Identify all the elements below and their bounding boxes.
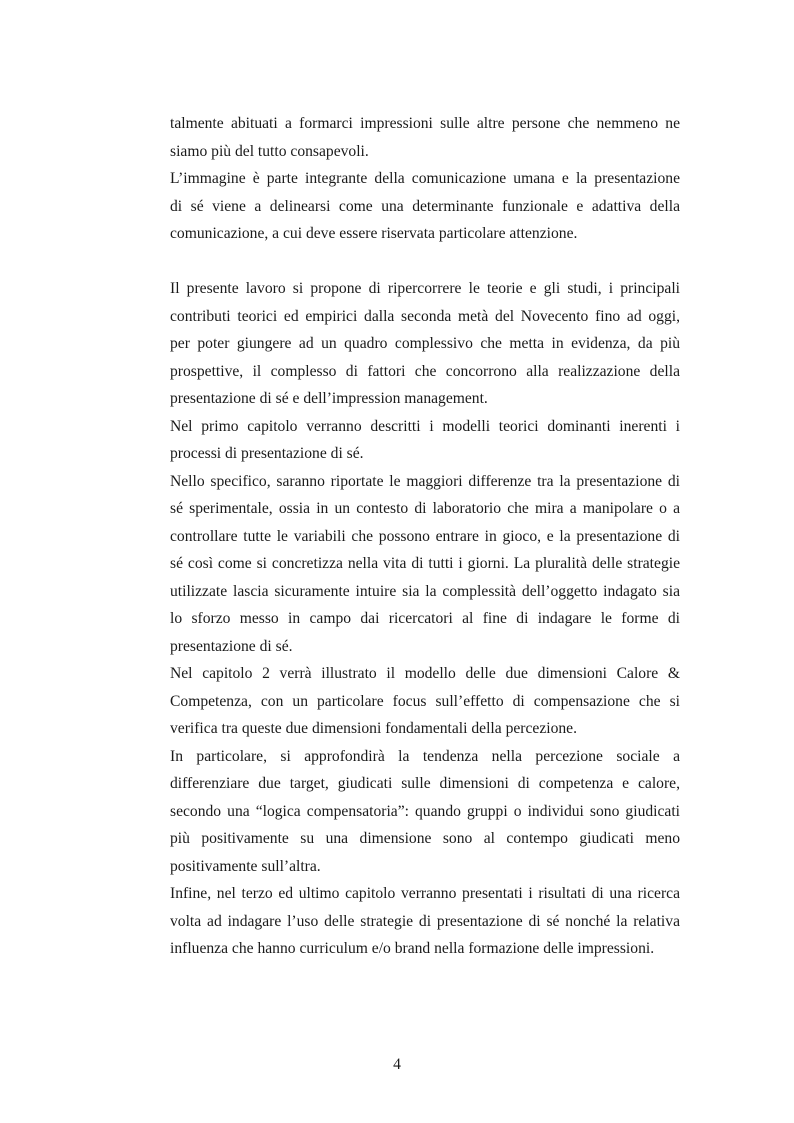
text-line: volta ad indagare l’uso delle strategie di presentazione di sé nonché la relativa xyxy=(170,912,680,930)
text-line: Nel primo capitolo verranno descritti i modelli teorici dominanti inerenti i xyxy=(170,417,680,435)
page-number: 4 xyxy=(393,1056,401,1073)
paragraph-spacer xyxy=(170,248,680,276)
text-line: più positivamente su una dimensione sono al contempo giudicati meno xyxy=(170,830,680,847)
text-line: per poter giungere ad un quadro complessivo che metta in evidenza, da più xyxy=(170,335,680,352)
text-line: lo sforzo messo in campo dai ricercatori al fine di indagare le forme di xyxy=(170,610,680,627)
text-line: Il presente lavoro si propone di ripercorrere le teorie e gli studi, i principali xyxy=(170,280,680,297)
text-line: Nel capitolo 2 verrà illustrato il modello delle due dimensioni Calore & xyxy=(170,665,680,682)
text-line: Infine, nel terzo ed ultimo capitolo verranno presentati i risultati di una ricerca xyxy=(170,885,680,902)
text-line: Nello specifico, saranno riportate le maggiori differenze tra la presentazione di xyxy=(170,472,680,490)
text-line: controllare tutte le variabili che possono entrare in gioco, e la presentazione di xyxy=(170,527,680,545)
text-line: processi di presentazione di sé. xyxy=(170,445,364,462)
text-line: differenziare due target, giudicati sulle dimensioni di competenza e calore, xyxy=(170,775,680,792)
text-line: L’immagine è parte integrante della comunicazione umana e la presentazione xyxy=(170,170,680,187)
text-line: prospettive, il complesso di fattori che concorrono alla realizzazione della xyxy=(170,362,680,380)
text-line: positivamente sull’altra. xyxy=(170,857,321,875)
text-line: di sé viene a delinearsi come una determinante funzionale e adattiva della xyxy=(170,197,680,215)
document-body xyxy=(170,110,680,963)
text-line: In particolare, si approfondirà la tendenza nella percezione sociale a xyxy=(170,747,680,765)
text-line: sé sperimentale, ossia in un contesto di laboratorio che mira a manipolare o a xyxy=(170,500,680,517)
text-line: utilizzate lascia sicuramente intuire sia la complessità dell’oggetto indagato sia xyxy=(170,582,680,600)
text-line: influenza che hanno curriculum e/o brand nella formazione delle impressioni. xyxy=(170,940,655,957)
text-line: verifica tra queste due dimensioni fondamentali della percezione. xyxy=(170,720,577,737)
text-line: Competenza, con un particolare focus sull’effetto di compensazione che si xyxy=(170,692,680,710)
text-line: siamo più del tutto consapevoli. xyxy=(170,142,369,160)
text-line: comunicazione, a cui deve essere riservata particolare attenzione. xyxy=(170,225,578,242)
text-line: sé così come si concretizza nella vita di tutti i giorni. La pluralità delle strategie xyxy=(170,555,680,572)
text-line: talmente abituati a formarci impressioni sulle altre persone che nemmeno ne xyxy=(170,115,680,132)
text-line: presentazione di sé e dell’impression management. xyxy=(170,390,488,407)
text-line: secondo una “logica compensatoria”: quando gruppi o individui sono giudicati xyxy=(170,802,680,820)
text-line: contributi teorici ed empirici dalla seconda metà del Novecento fino ad oggi, xyxy=(170,307,680,325)
text-line: presentazione di sé. xyxy=(170,637,293,655)
